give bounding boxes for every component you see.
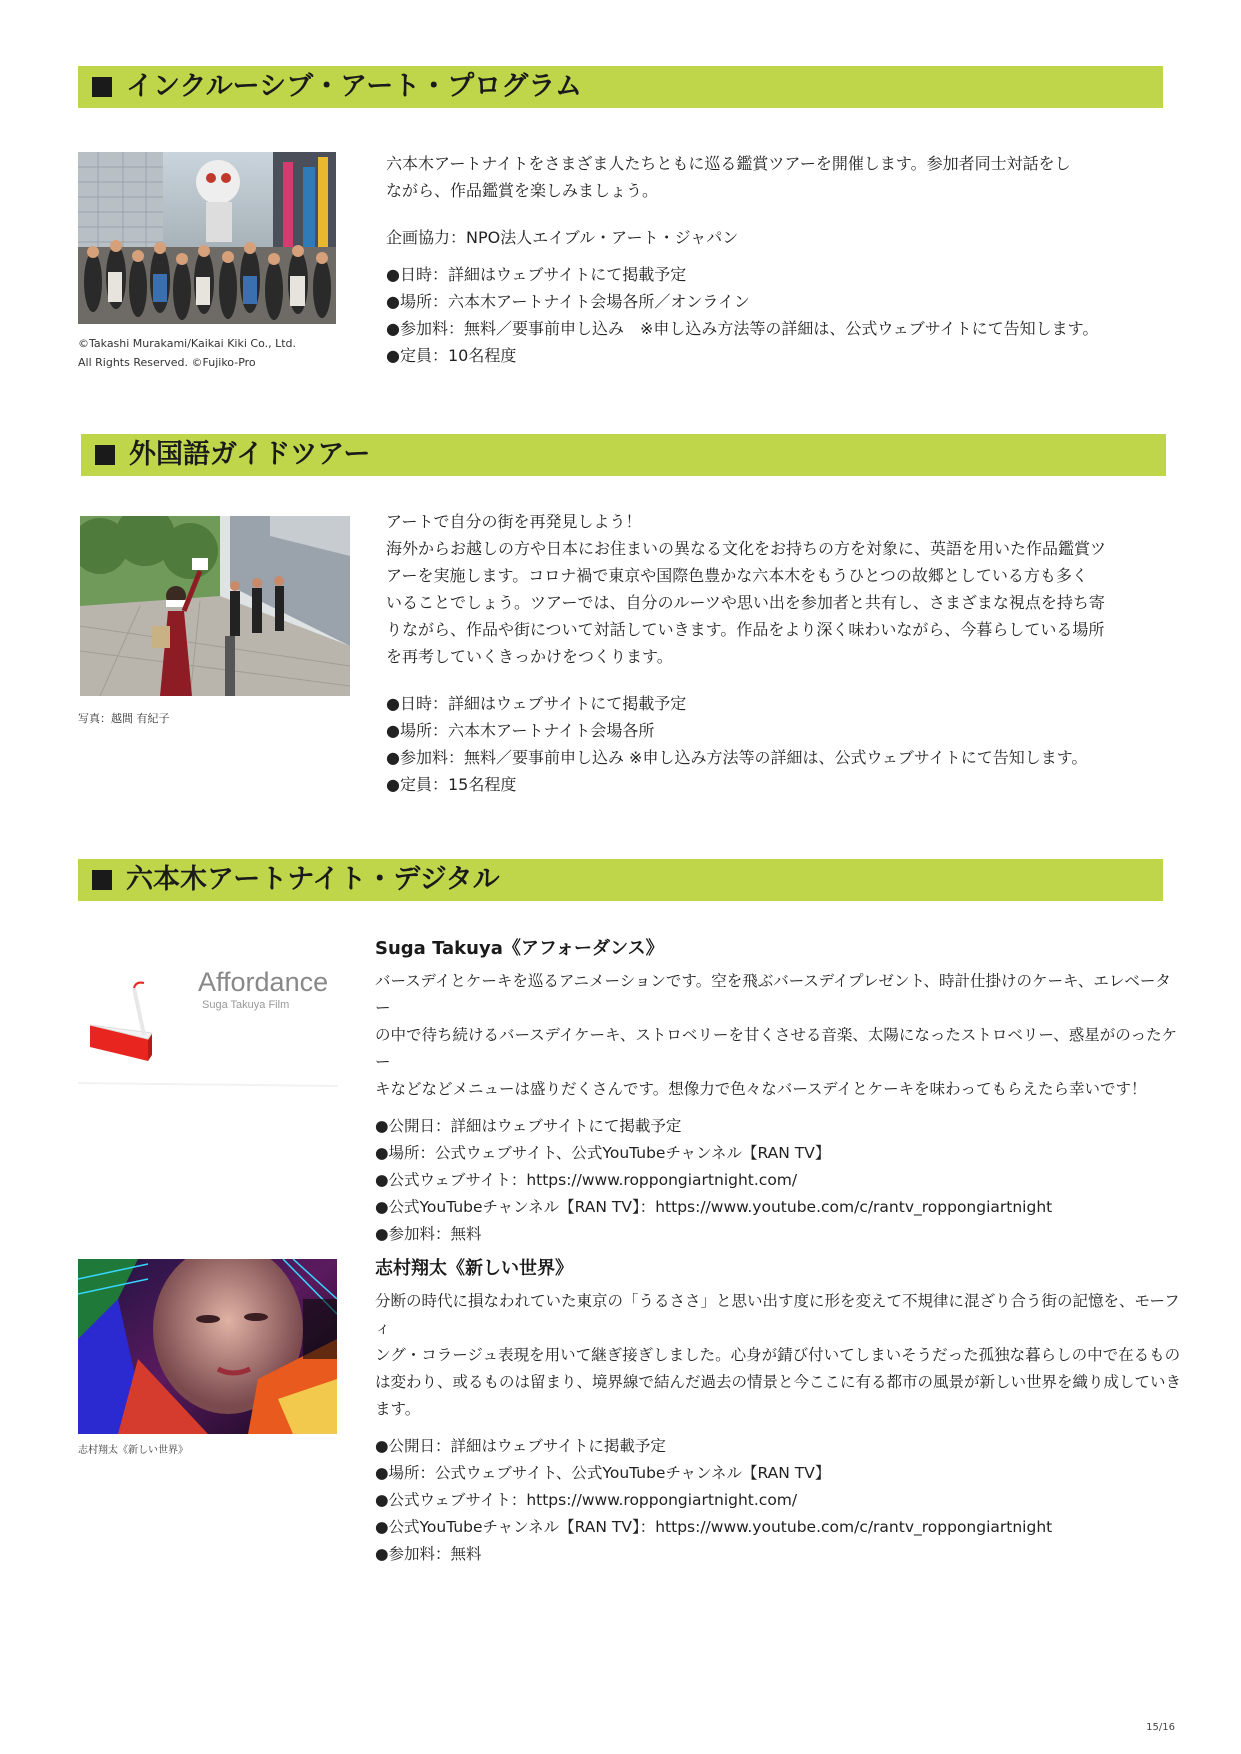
desc-line: りながら、作品や街について対話していきます。作品をより深く味わいながら、今暮らしている場所 xyxy=(386,620,1105,639)
section-heading-digital xyxy=(78,859,1163,901)
info-item: ●公式YouTubeチャンネル【RAN TV】：https://www.youtube.com/c/rantv_roppongiartnight xyxy=(375,1518,1053,1536)
new-world-photo-caption xyxy=(78,1441,188,1460)
info-item: ●場所：公式ウェブサイト、公式YouTubeチャンネル【RAN TV】 xyxy=(375,1144,831,1162)
desc-line: は変わり、或るものは留まり、境界線で結んだ過去の情景と今ここに有る都市の風景が新しい世界を織り成していき xyxy=(375,1373,1182,1391)
tour-photo-image xyxy=(80,516,350,696)
info-item: ●定員：15名程度 xyxy=(386,775,517,794)
heading-text: 外国語ガイドツアー xyxy=(129,439,371,470)
square-bullet-icon xyxy=(92,870,112,890)
desc-line: の中で待ち続けるバースデイケーキ、ストロベリーを甘くさせる音楽、太陽になったストロベリー、惑星がのったケー xyxy=(375,1026,1178,1071)
new-world-description xyxy=(375,1288,1185,1568)
desc-line: ながら、作品鑑賞を楽しみましょう。 xyxy=(386,181,659,200)
caption-line: 志村翔太《新しい世界》 xyxy=(78,1445,188,1456)
affordance-cake-image xyxy=(78,943,338,1093)
cooperation-line: 企画協力：NPO法人エイブル・アート・ジャパン xyxy=(386,228,739,247)
new-world-photo xyxy=(78,1259,337,1434)
section-heading-inclusive xyxy=(78,66,1163,108)
desc-line: 六本木アートナイトをさまざま人たちともに巡る鑑賞ツアーを開催します。参加者同士対話をし xyxy=(386,154,1071,173)
heading-text: インクルーシブ・アート・プログラム xyxy=(126,71,583,102)
info-item: ●公式ウェブサイト：https://www.roppongiartnight.com/ xyxy=(375,1171,798,1189)
info-item: ●公式YouTubeチャンネル【RAN TV】：https://www.youtube.com/c/rantv_roppongiartnight xyxy=(375,1198,1053,1216)
desc-line: アーを実施します。コロナ禍で東京や国際色豊かな六本木をもうひとつの故郷としている方も多く xyxy=(386,566,1088,585)
desc-line: 分断の時代に損なわれていた東京の「うるささ」と思い出す度に形を変えて不規律に混ざり合う街の記憶を、モーフィ xyxy=(375,1292,1180,1337)
heading-text: 六本木アートナイト・デジタル xyxy=(126,864,500,895)
affordance-thumbnail xyxy=(78,943,338,1093)
page-number: 15/16 xyxy=(1146,1722,1175,1733)
info-item: ●参加料：無料／要事前申し込み ※申し込み方法等の詳細は、公式ウェブサイトにて告知します。 xyxy=(386,748,1088,767)
info-item: ●定員：10名程度 xyxy=(386,346,517,365)
info-item: ●参加料：無料 xyxy=(375,1545,482,1563)
collage-image xyxy=(78,1259,337,1434)
square-bullet-icon xyxy=(92,77,112,97)
guide-photo-caption xyxy=(78,709,170,728)
info-item: ●参加料：無料／要事前申し込み ※申し込み方法等の詳細は、公式ウェブサイトにて告知します。 xyxy=(386,319,1099,338)
thumb-title: Affordance xyxy=(198,967,329,997)
affordance-description xyxy=(375,968,1185,1248)
work-title-affordance: Suga Takuya《アフォーダンス》 xyxy=(375,938,664,959)
desc-line: ます。 xyxy=(375,1400,421,1418)
guide-tour-photo xyxy=(80,516,350,696)
inclusive-photo-caption xyxy=(78,334,296,372)
square-bullet-icon xyxy=(95,445,115,465)
info-item: ●公式ウェブサイト：https://www.roppongiartnight.com/ xyxy=(375,1491,798,1509)
desc-line: アートで自分の街を再発見しよう！ xyxy=(386,512,642,531)
thumb-subtitle: Suga Takuya Film xyxy=(202,999,290,1011)
inclusive-description xyxy=(386,150,1186,369)
inclusive-photo xyxy=(78,152,336,324)
caption-line: 写真：越間 有紀子 xyxy=(78,712,170,725)
info-item: ●参加料：無料 xyxy=(375,1225,482,1243)
desc-line: 海外からお越しの方や日本にお住まいの異なる文化をお持ちの方を対象に、英語を用いた作品鑑賞ツ xyxy=(386,539,1107,558)
desc-line: ング・コラージュ表現を用いて継ぎ接ぎしました。心身が錆び付いてしまいそうだった孤独な暮らしの中で在るもの xyxy=(375,1346,1181,1364)
info-item: ●公開日：詳細はウェブサイトにて掲載予定 xyxy=(375,1117,682,1135)
info-item: ●場所：六本木アートナイト会場各所 xyxy=(386,721,655,740)
section-heading-guide-tour xyxy=(81,434,1166,476)
desc-line: バースデイとケーキを巡るアニメーションです。空を飛ぶバースデイプレゼント、時計仕掛けのケーキ、エレベーター xyxy=(375,972,1171,1017)
caption-line: ©Takashi Murakami/Kaikai Kiki Co., Ltd. xyxy=(78,337,297,350)
desc-line: いることでしょう。ツアーでは、自分のルーツや思い出を参加者と共有し、さまざまな視点を持ち寄 xyxy=(386,593,1105,612)
info-item: ●場所：六本木アートナイト会場各所／オンライン xyxy=(386,292,750,311)
info-item: ●公開日：詳細はウェブサイトに掲載予定 xyxy=(375,1437,666,1455)
info-item: ●場所：公式ウェブサイト、公式YouTubeチャンネル【RAN TV】 xyxy=(375,1464,831,1482)
desc-line: を再考していくきっかけをつくります。 xyxy=(386,647,673,666)
work-title-new-world: 志村翔太《新しい世界》 xyxy=(375,1258,573,1279)
guide-description xyxy=(386,508,1186,798)
desc-line: キなどなどメニューは盛りだくさんです。想像力で色々なバースデイとケーキを味わってもらえたら幸いです！ xyxy=(375,1080,1147,1098)
caption-line: All Rights Reserved. ©Fujiko-Pro xyxy=(78,356,256,369)
info-item: ●日時：詳細はウェブサイトにて掲載予定 xyxy=(386,694,687,713)
info-item: ●日時：詳細はウェブサイトにて掲載予定 xyxy=(386,265,687,284)
crowd-photo-image xyxy=(78,152,336,324)
